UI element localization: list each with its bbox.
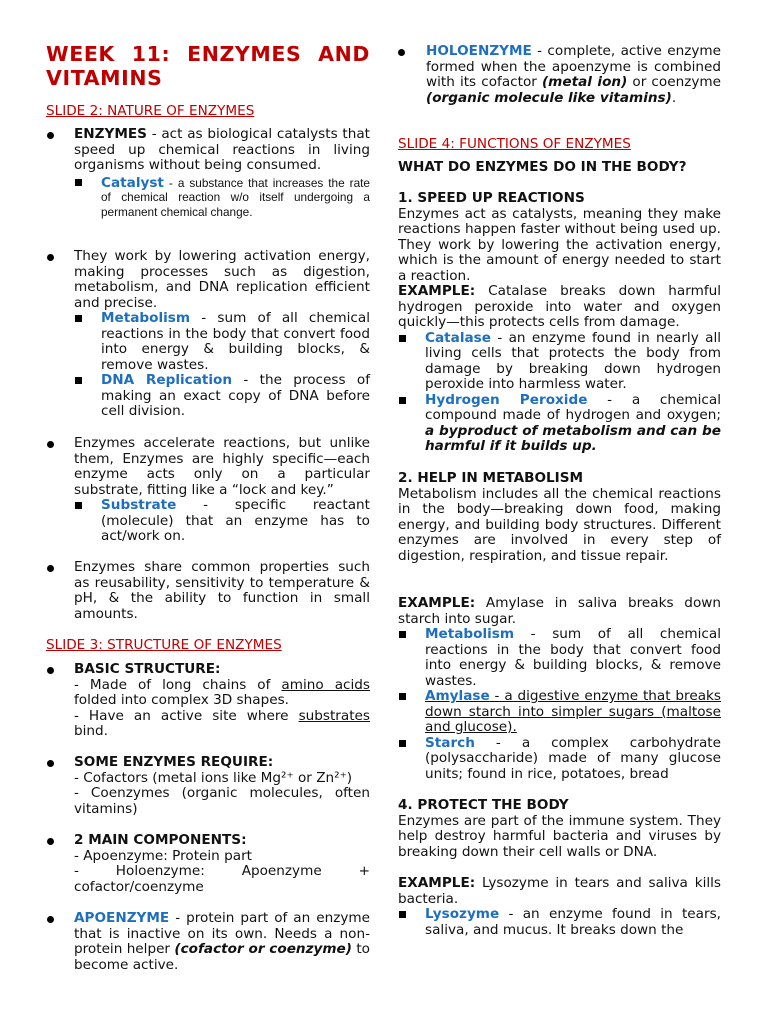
some-enzymes-label: SOME ENZYMES REQUIRE: xyxy=(74,754,274,770)
specificity-text: Enzymes accelerate reactions, but unlike them, Enzymes are highly specific—each enzyme acts only on a particular substrate, fitting like a “lock and key.” xyxy=(74,435,370,498)
lysozyme-text: - an enzyme found in tears, saliva, and mucus. It breaks down the xyxy=(425,906,721,938)
bullet-square xyxy=(399,740,406,747)
dna-replication-text: - the process of making an exact copy of DNA before cell division. xyxy=(101,372,370,419)
protect-paragraph: Enzymes are part of the immune system. They help destroy harmful bacteria and viruses by breaking down their cell walls or DNA. xyxy=(398,812,721,860)
protect-example xyxy=(398,876,721,938)
bullet-dot xyxy=(47,565,54,572)
term-amylase: Amylase xyxy=(425,688,490,704)
bullet-dot xyxy=(47,254,54,261)
basic-structure-label: BASIC STRUCTURE: xyxy=(74,661,221,677)
document-title: WEEK 11: ENZYMES AND VITAMINS xyxy=(46,42,370,90)
term-holoenzyme: HOLOENZYME xyxy=(426,43,532,59)
enzymes-definition xyxy=(46,127,370,219)
bullet-dot xyxy=(47,838,54,845)
catalase-text: - an enzyme found in nearly all living cells that protects the body from damage by breaking down hydrogen peroxide into harmless water. xyxy=(425,329,721,392)
section-protect-the-body xyxy=(398,798,721,860)
catalase-example: Catalase breaks down harmful hydrogen peroxide into water and oxygen quickly—this protects cells from damage. xyxy=(398,283,721,330)
term-enzymes: ENZYMES xyxy=(74,126,147,142)
section-speed-up-reactions xyxy=(398,191,721,455)
common-properties-text: Enzymes share common properties such as reusability, sensitivity to temperature & pH, & the ability to function in small amounts. xyxy=(74,559,370,622)
apoenzyme-definition xyxy=(46,911,370,973)
holoenzyme-line: - Holoenzyme: Apoenzyme + cofactor/coenzyme xyxy=(74,863,370,895)
metabolism-example xyxy=(398,596,721,782)
bullet-dot xyxy=(47,132,54,139)
apoenzyme-text: - protein part of an enzyme that is inactive on its own. Needs a non-protein helper xyxy=(74,910,370,957)
basic-structure-line1: - Made of long chains of xyxy=(74,676,282,693)
basic-structure-line2: - Have an active site where xyxy=(74,707,299,724)
bullet-square xyxy=(75,179,82,186)
metabolism-definition: - sum of all chemical reactions in the body that convert food into energy & building blocks, & remove wastes. xyxy=(425,626,721,689)
bullet-square xyxy=(399,911,406,918)
apoenzyme-helper: (cofactor or coenzyme) xyxy=(174,941,352,957)
specificity-paragraph xyxy=(46,436,370,545)
organic-molecule: (organic molecule like vitamins) xyxy=(426,89,672,106)
amino-acids-term: amino acids xyxy=(281,676,370,693)
basic-structure xyxy=(46,662,370,740)
coenzymes-line: - Coenzymes (organic molecules, often vitamins) xyxy=(74,785,370,817)
bullet-square xyxy=(75,502,82,509)
bullet-dot xyxy=(47,760,54,767)
example-label: EXAMPLE: xyxy=(398,595,476,611)
bullet-square xyxy=(399,631,406,638)
metabolism-heading: 2. HELP IN METABOLISM xyxy=(398,470,584,486)
amylase-text: - a digestive enzyme that breaks down starch into simpler sugars (maltose and glucose). xyxy=(425,688,721,735)
term-lysozyme: Lysozyme xyxy=(425,906,500,922)
speed-up-heading: 1. SPEED UP REACTIONS xyxy=(398,190,585,206)
hydrogen-peroxide-emphasis: a byproduct of metabolism and can be harmful if it builds up. xyxy=(425,422,721,454)
starch-text: - a complex carbohydrate (polysaccharide) made of many glucose units; found in rice, potatoes, bread xyxy=(425,734,721,782)
basic-structure-line1-end: folded into complex 3D shapes. xyxy=(74,692,289,708)
hydrogen-peroxide-text: - a chemical compound made of hydrogen and oxygen; xyxy=(425,391,721,423)
speed-up-text: Enzymes act as catalysts, meaning they make reactions happen faster without being used up. They work by lowering the activation energy, which is the amount of energy needed to start a reaction. xyxy=(398,205,721,284)
apoenzyme-line: - Apoenzyme: Protein part xyxy=(74,847,252,864)
bullet-dot xyxy=(398,49,405,56)
cofactors-line: - Cofactors (metal ions like Mg²⁺ or Zn²⁺) xyxy=(74,769,353,786)
main-components xyxy=(46,833,370,895)
functions-question-text: WHAT DO ENZYMES DO IN THE BODY? xyxy=(398,159,687,175)
main-components-label: 2 MAIN COMPONENTS: xyxy=(74,832,247,848)
term-substrate: Substrate xyxy=(101,497,177,513)
term-starch: Starch xyxy=(425,734,475,751)
lysozyme-example: Lysozyme in tears and saliva kills bacteria. xyxy=(398,875,721,907)
bullet-square xyxy=(75,315,82,322)
slide-4-heading: SLIDE 4: FUNCTIONS OF ENZYMES xyxy=(398,136,631,152)
term-apoenzyme: APOENZYME xyxy=(74,910,170,926)
bullet-square xyxy=(399,335,406,342)
term-catalase: Catalase xyxy=(425,329,491,346)
holoenzyme-definition xyxy=(398,44,721,106)
catalyst-text: - a substance that increases the rate of chemical reaction w/o itself undergoing a permanent chemical change. xyxy=(101,175,370,219)
functions-question xyxy=(398,160,721,176)
metabolism-paragraph: Metabolism includes all the chemical reactions in the body—breaking down food, making energy, and building body structures. Different enzymes are involved in every step of digestion, respiration, and tissue repair. xyxy=(398,485,721,564)
term-dna-replication: DNA Replication xyxy=(101,372,233,388)
metabolism-text: - sum of all chemical reactions in the body that convert food into energy & building blocks, & remove wastes. xyxy=(101,310,370,373)
enzymes-text: - act as biological catalysts that speed up chemical reactions in living organisms without being consumed. xyxy=(74,126,370,173)
term-metabolism: Metabolism xyxy=(101,310,191,326)
holoenzyme-mid: or coenzyme xyxy=(627,74,721,90)
example-label: EXAMPLE: xyxy=(398,283,476,299)
apoenzyme-text-end: to become active. xyxy=(74,941,370,973)
slide-3-heading: SLIDE 3: STRUCTURE OF ENZYMES xyxy=(46,637,282,653)
common-properties-paragraph xyxy=(46,560,370,622)
example-label: EXAMPLE: xyxy=(398,875,476,891)
activation-energy-text: They work by lowering activation energy, making processes such as digestion, metabolism, and DNA replication efficient and precise. xyxy=(74,248,370,311)
substrates-term: substrates xyxy=(298,707,370,724)
bullet-square xyxy=(75,377,82,384)
bullet-dot xyxy=(47,916,54,923)
basic-structure-line2-end: bind. xyxy=(74,723,108,739)
activation-energy-paragraph xyxy=(46,249,370,420)
bullet-square xyxy=(399,397,406,404)
some-enzymes-require xyxy=(46,755,370,817)
bullet-square xyxy=(399,693,406,700)
holoenzyme-text: - complete, active enzyme formed when the apoenzyme is combined with its cofactor xyxy=(426,43,721,90)
section-help-in-metabolism xyxy=(398,471,721,564)
slide-2-heading: SLIDE 2: NATURE OF ENZYMES xyxy=(46,103,255,119)
amylase-example: Amylase in saliva breaks down starch into sugar. xyxy=(398,595,721,627)
bullet-dot xyxy=(47,441,54,448)
substrate-text: - specific reactant (molecule) that an enzyme has to act/work on. xyxy=(101,497,370,544)
protect-heading: 4. PROTECT THE BODY xyxy=(398,797,569,813)
term-hydrogen-peroxide: Hydrogen Peroxide xyxy=(425,391,588,408)
bullet-dot xyxy=(47,667,54,674)
metal-ion: (metal ion) xyxy=(541,74,628,90)
holoenzyme-end: . xyxy=(671,89,677,106)
term-metabolism-2: Metabolism xyxy=(425,626,515,642)
term-catalyst: Catalyst xyxy=(101,174,164,191)
